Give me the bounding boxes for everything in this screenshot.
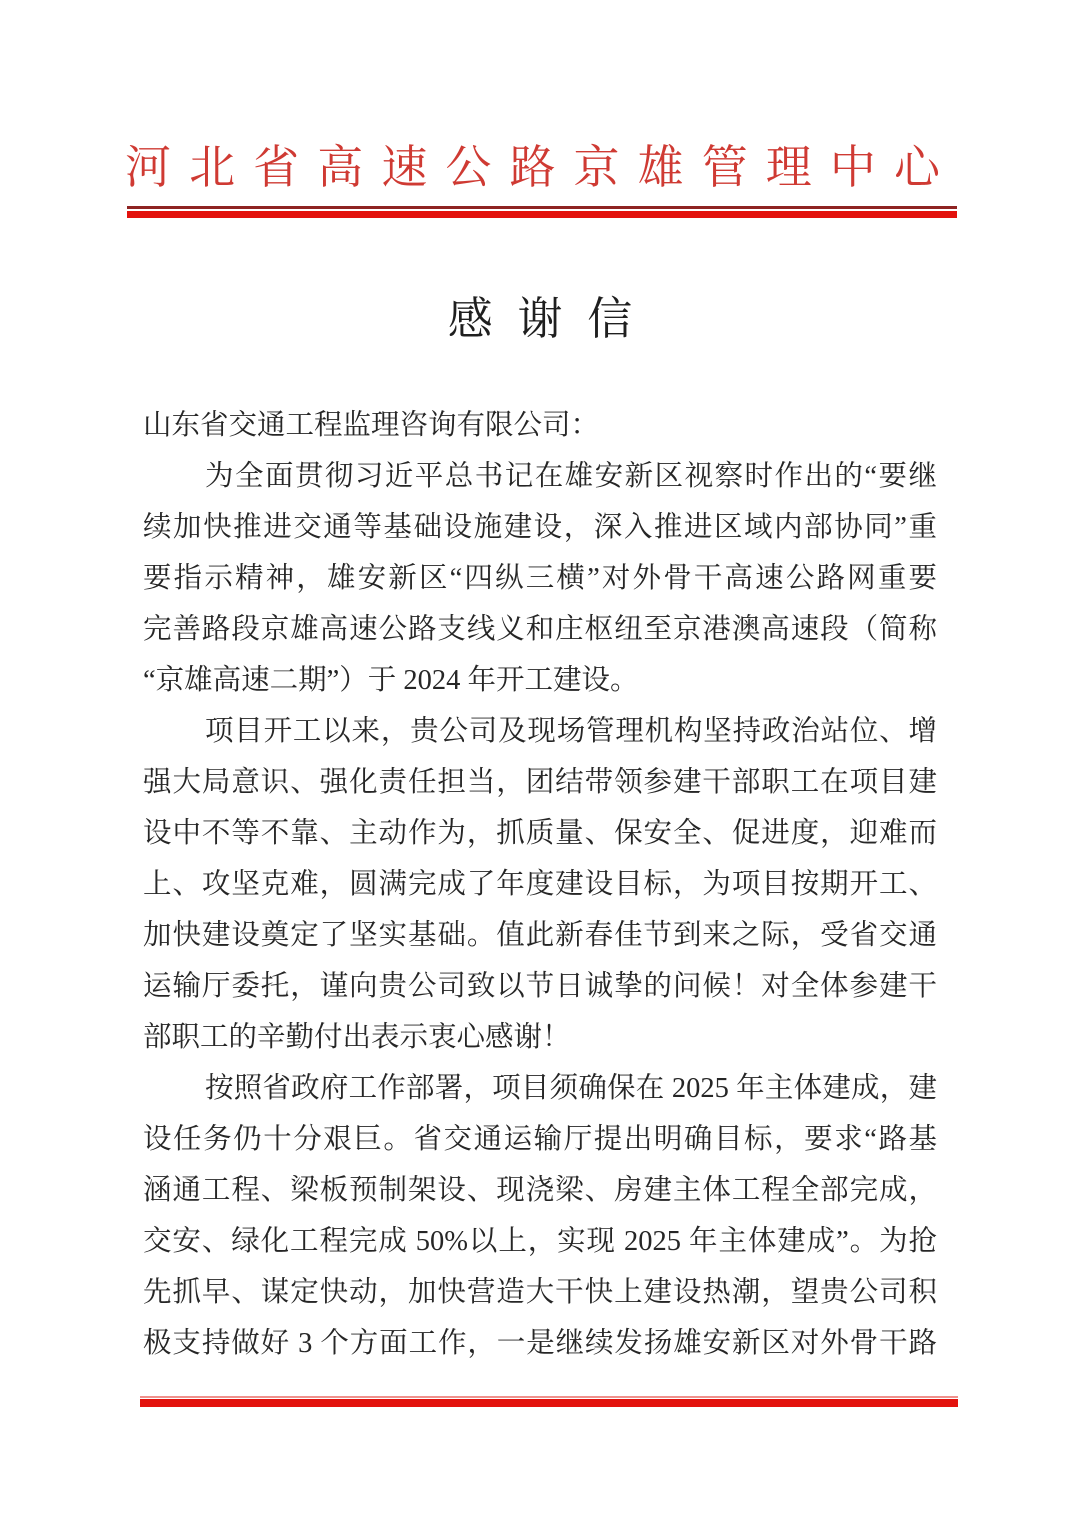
body-line: 按照省政府工作部署，项目须确保在 2025 年主体建成，建 (205, 1073, 937, 1104)
letterhead-rule-main (127, 211, 957, 218)
body-line: 强大局意识、强化责任担当，团结带领参建干部职工在项目建 (143, 767, 937, 798)
body-line: 加快建设奠定了坚实基础。值此新春佳节到来之际，受省交通 (143, 920, 937, 951)
body-line: 设中不等不靠、主动作为，抓质量、保安全、促进度，迎难而 (143, 818, 937, 849)
body-line: 要指示精神，雄安新区“四纵三横”对外骨干高速公路网重要 (143, 563, 937, 594)
body-line: 运输厅委托，谨向贵公司致以节日诚挚的问候！对全体参建干 (143, 971, 937, 1002)
footer-rule-main (140, 1399, 958, 1407)
body-line: 完善路段京雄高速公路支线义和庄枢纽至京港澳高速段（简称 (143, 614, 937, 645)
document-title: 感谢信 (447, 294, 657, 344)
body-line: “京雄高速二期”）于 2024 年开工建设。 (143, 665, 639, 696)
body-line: 上、攻坚克难，圆满完成了年度建设目标，为项目按期开工、 (143, 869, 937, 900)
body-line: 为全面贯彻习近平总书记在雄安新区视察时作出的“要继 (205, 461, 937, 492)
body-line: 项目开工以来，贵公司及现场管理机构坚持政治站位、增 (205, 716, 937, 747)
body-line: 设任务仍十分艰巨。省交通运输厅提出明确目标，要求“路基 (143, 1124, 937, 1155)
body-line: 部职工的辛勤付出表示衷心感谢！ (143, 1022, 571, 1053)
letterhead-rule (127, 206, 957, 218)
body-line: 先抓早、谋定快动，加快营造大干快上建设热潮，望贵公司积 (143, 1277, 937, 1308)
body-line: 涵通工程、梁板预制架设、现浇梁、房建主体工程全部完成， (143, 1175, 937, 1206)
body-line: 交安、绿化工程完成 50%以上，实现 2025 年主体建成”。为抢 (143, 1226, 937, 1257)
letterhead-title: 河 北 省 高 速 公 路 京 雄 管 理 中 心 (125, 142, 940, 193)
body-line: 极支持做好 3 个方面工作，一是继续发扬雄安新区对外骨干路 (143, 1328, 937, 1359)
footer-rule (140, 1396, 958, 1407)
letter-body (143, 400, 937, 1369)
body-line: 山东省交通工程监理咨询有限公司： (143, 410, 600, 441)
body-line: 续加快推进交通等基础设施建设，深入推进区域内部协同”重 (143, 512, 937, 543)
